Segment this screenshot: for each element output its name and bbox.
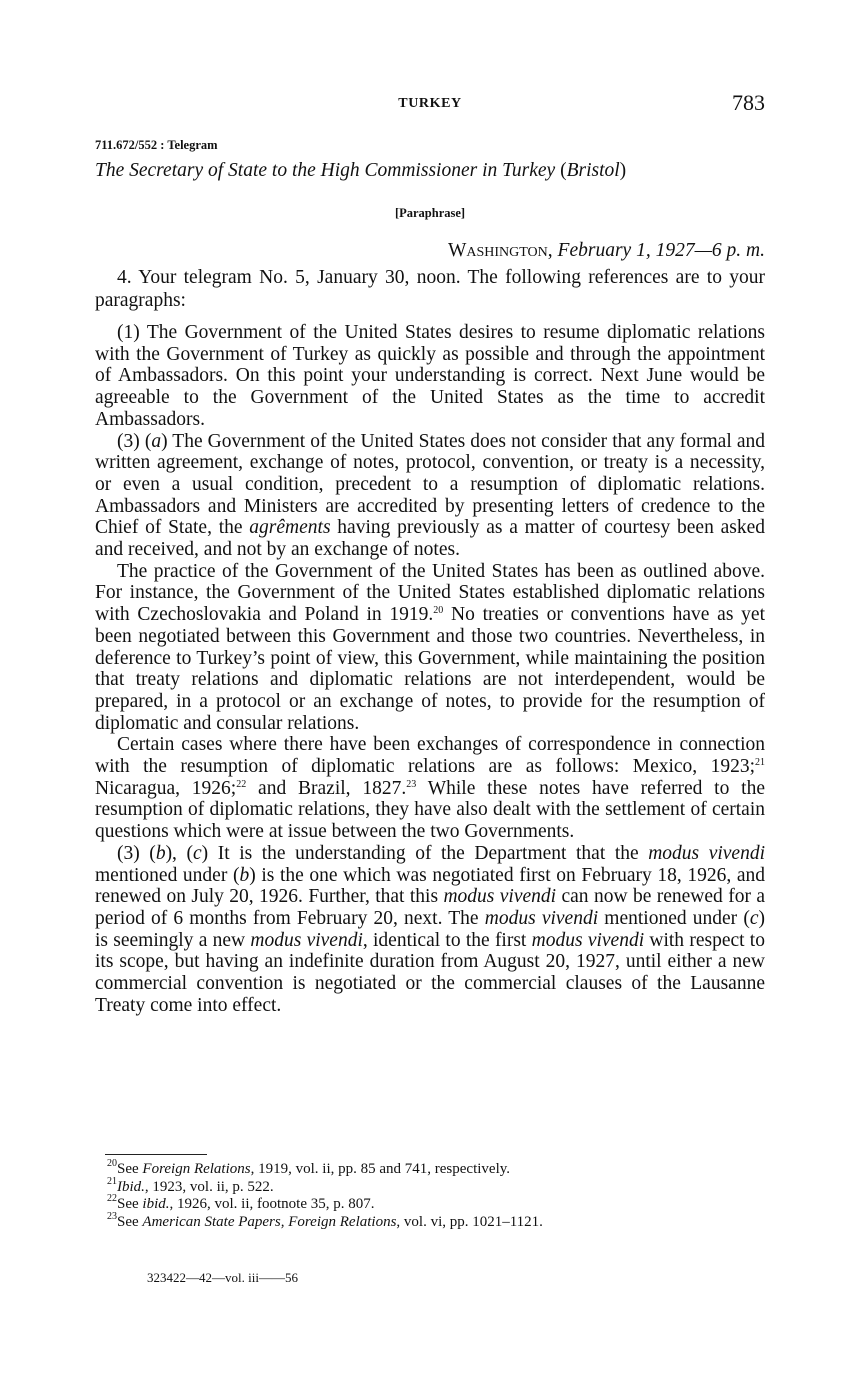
footnote-number: 21 (107, 1175, 117, 1187)
footnote-text: See (117, 1213, 143, 1230)
italic-run: modus vivendi (648, 842, 765, 864)
text-run: having previously as a matter of courtesy been asked and received, and not by an exchange of notes. (95, 517, 765, 561)
italic-run: modus vivendi (443, 886, 557, 908)
footnote-citation: Foreign Relations (142, 1161, 251, 1177)
footnote-21 (107, 1175, 765, 1197)
running-header (95, 92, 765, 122)
footnote-citation: ibid. (142, 1196, 170, 1212)
running-title: TURKEY (398, 96, 462, 111)
footnotes (107, 1158, 765, 1231)
page-number: 783 (732, 90, 765, 115)
text-run: , identical to the first (362, 929, 532, 951)
footnote-marker: 20 (433, 605, 444, 617)
footnote-divider (105, 1154, 207, 1155)
text-run: The practice of the Government of the United States has been as outlined above. For instance, the Government of the United States established diplomatic relations with Czechoslovakia and Poland in 1919. (95, 560, 765, 626)
text-run: (3) ( (117, 842, 156, 864)
paragraph-3a (95, 431, 765, 561)
telegram-body (95, 266, 765, 1017)
italic-run: b (155, 842, 166, 864)
text-run: No treaties or conventions have as yet been negotiated between this Government and those two countries. Nevertheless, in deference to Turkey’s point of view, this Government, while maintaining the position that treaty relations and diplomatic relations are not interdependent, would be prepared, in a protocol or an exchange of notes, to provide for the resumption of diplomatic and consular relations. (95, 604, 765, 734)
document-title (95, 160, 765, 182)
dateline (448, 240, 765, 262)
footnote-number: 20 (107, 1158, 117, 1169)
text-run: While these notes have referred to the resumption of diplomatic relations, they have also dealt with the settlement of certain questions which were at issue between the two Governments. (95, 777, 765, 843)
title-name: Bristol (566, 160, 620, 181)
footnote-23 (107, 1210, 765, 1232)
footnote-citation: Ibid. (117, 1178, 145, 1195)
title-text: The Secretary of State to the High Commissioner in Turkey (95, 160, 561, 181)
italic-run: modus vivendi (531, 929, 645, 951)
italic-run: a (151, 430, 162, 452)
paragraph-3bc (95, 843, 765, 1017)
footnote-text: , 1923, vol. ii, p. 522. (144, 1178, 274, 1195)
title-close-paren: ) (619, 160, 627, 181)
footnote-text: See (117, 1161, 143, 1177)
file-reference: 711.672/552 : Telegram (95, 138, 218, 152)
text-run: and Brazil, 1827. (246, 777, 407, 799)
text-run: ) It is the understanding of the Department that the (201, 842, 649, 864)
text-run: can now be renewed for a period of 6 months from February 20, next. The (95, 886, 765, 929)
footnote-marker: 23 (406, 778, 417, 790)
footnote-text: , 1919, vol. ii, pp. 85 and 741, respectively. (250, 1161, 511, 1177)
footnote-text: , vol. vi, pp. 1021–1121. (396, 1213, 543, 1230)
dateline-place: Washington, (447, 240, 553, 261)
text-run: ) The Government of the United States does not consider that any formal and written agreement, exchange of notes, protocol, convention, or treaty is a necessity, or even a usual condition, precedent to a resumption of diplomatic relations. Ambassadors and Ministers are accredited by presenting letters of credence to the Chief of State, the (95, 430, 765, 539)
footnote-number: 22 (107, 1193, 117, 1204)
title-open-paren: ( (560, 160, 567, 181)
footnote-20 (107, 1158, 765, 1179)
text-run: Certain cases where there have been exchanges of correspondence in connection with the resumption of diplomatic relations are as follows: Mexico, 1923; (95, 734, 765, 778)
footnote-text: , 1926, vol. ii, footnote 35, p. 807. (169, 1196, 375, 1212)
footnote-text: See (117, 1196, 143, 1212)
italic-run: c (193, 842, 202, 864)
paragraph-intro: 4. Your telegram No. 5, January 30, noon. The following references are to your paragraphs: (95, 267, 765, 311)
printer-line: 323422—42—vol. iii——56 (147, 1270, 298, 1285)
text-run: (3) ( (117, 430, 152, 452)
paraphrase-note: [Paraphrase] (394, 206, 466, 220)
footnote-22 (107, 1193, 765, 1214)
paragraph-cases (95, 734, 765, 843)
italic-run: b (239, 864, 250, 886)
text-run: ) is seemingly a new (95, 907, 765, 951)
italic-run: modus vivendi (250, 929, 363, 951)
italic-run: modus vivendi (484, 907, 599, 929)
footnote-citation: American State Papers, Foreign Relations (142, 1213, 397, 1230)
text-run: Nicaragua, 1926; (95, 777, 237, 799)
text-run: ) is the one which was negotiated first on February 18, 1926, and renewed on July 20, 1926. Further, that this (95, 864, 765, 908)
italic-run: agrêments (249, 517, 331, 539)
paragraph-1: (1) The Government of the United States desires to resume diplomatic relations with the Government of Turkey as quickly as possible and through the appointment of Ambassadors. On this point your understanding is correct. Next June would be agreeable to the Government of the United States as the time to accredit Ambassadors. (95, 322, 765, 430)
dateline-date: February 1, 1927—6 p. m. (557, 240, 765, 261)
footnote-number: 23 (107, 1210, 117, 1222)
footnote-marker: 22 (236, 778, 247, 790)
italic-run: c (749, 907, 759, 929)
footnote-marker: 21 (755, 757, 765, 769)
text-run: mentioned under ( (598, 907, 750, 929)
text-run: mentioned under ( (95, 864, 240, 886)
paragraph-practice (95, 561, 765, 735)
text-run: with respect to its scope, but having an indefinite duration from August 20, 1927, until either a new commercial convention is negotiated or the commercial clauses of the Lausanne Treaty come into effect. (95, 929, 765, 1016)
text-run: ), ( (165, 842, 193, 864)
